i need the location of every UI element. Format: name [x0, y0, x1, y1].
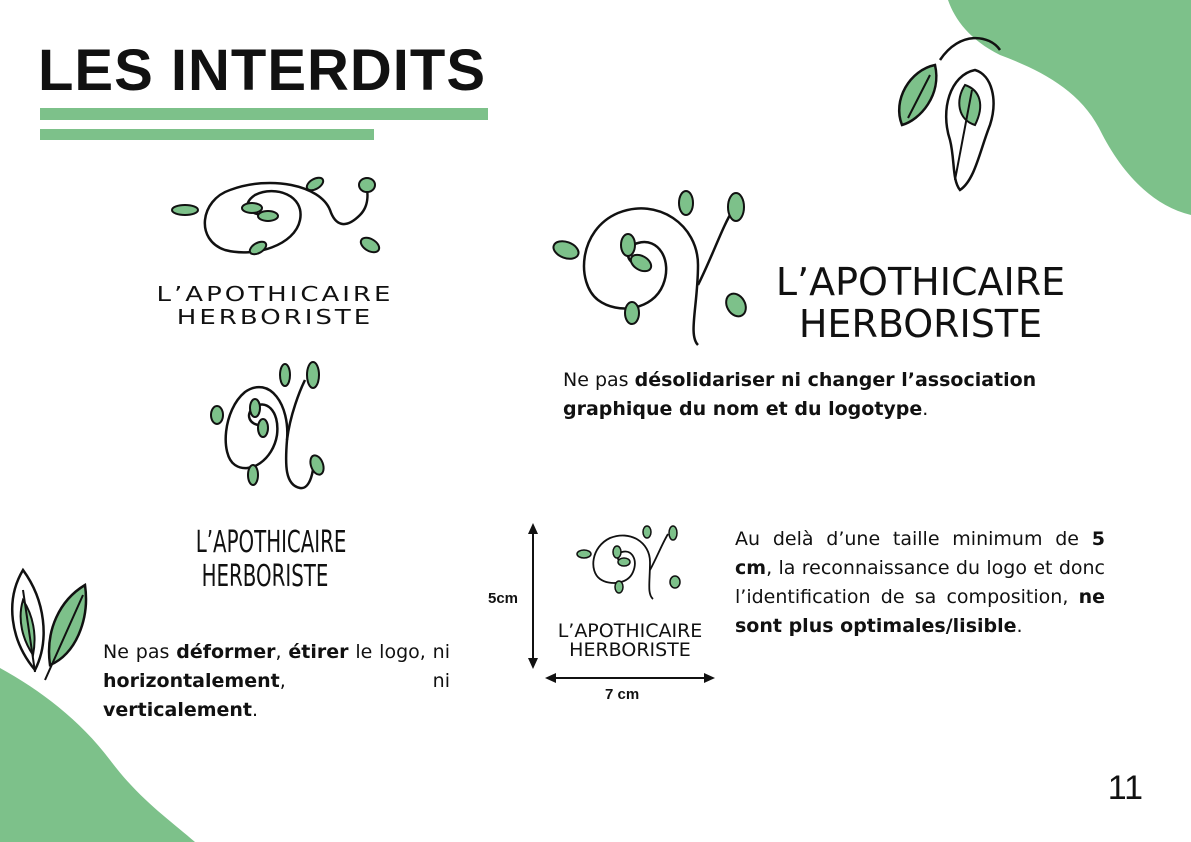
logo-name-line1: L’APOTHICAIRE	[156, 283, 394, 307]
width-dimension-label: 7 cm	[605, 686, 640, 703]
leaves-top-right-illustration	[880, 30, 1020, 200]
rule-separation-text: Ne pas désolidariser ni changer l’association graphique du nom et du logotype.	[563, 369, 1037, 420]
logo-name-line2: HERBORISTE	[569, 639, 691, 661]
spiral-logo-icon	[548, 185, 758, 350]
logo-name-line1: L’APOTHICAIRE	[775, 260, 1066, 304]
leaves-bottom-left-illustration	[5, 560, 95, 690]
spiral-logo-icon	[205, 360, 335, 505]
rule-minimum-size-text: Au delà d’une taille minimum de 5 cm, la reconnaissance du logo et donc l’identification de sa composition, ne sont plus optimales/lisible.	[735, 528, 1105, 637]
logo-name-line2: HERBORISTE	[201, 559, 329, 594]
rule-deformation-text: Ne pas déformer, étirer le logo, ni horizontalement, ni verticalement.	[103, 641, 450, 721]
logo-name-line1: L’APOTHICAIRE	[195, 525, 347, 560]
spiral-logo-icon	[170, 170, 400, 270]
dimension-arrows	[520, 520, 720, 690]
page-title: LES INTERDITS	[38, 38, 487, 103]
logo-name-line1: L’APOTHICAIRE	[557, 620, 703, 642]
logo-stretched-vertical	[160, 360, 370, 605]
logo-separated	[548, 185, 1088, 355]
logo-name-line2: HERBORISTE	[176, 306, 374, 330]
page-number: 11	[1107, 769, 1143, 807]
title-underline-short	[40, 129, 374, 140]
logo-stretched-horizontal	[95, 170, 455, 340]
logo-name-line2: HERBORISTE	[798, 302, 1043, 346]
height-dimension-label: 5cm	[488, 590, 519, 607]
title-underline-long	[40, 108, 488, 120]
